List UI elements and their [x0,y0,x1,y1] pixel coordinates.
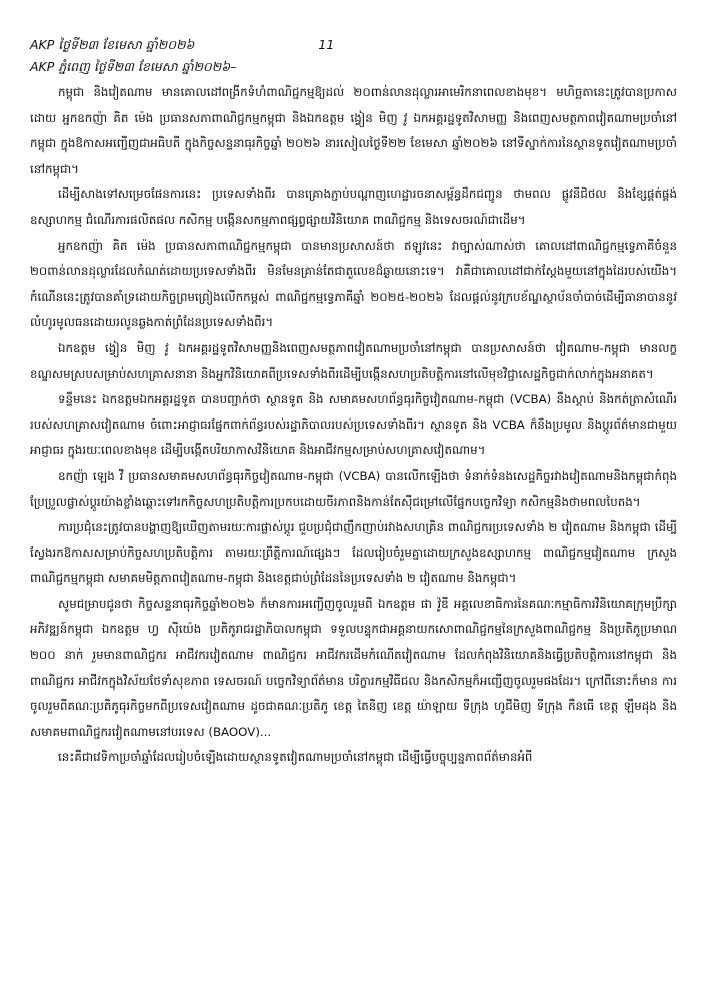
paragraph-4: ឯកឧត្តម ង្វៀន មិញ វូ ឯកអគ្គរដ្ឋទូតវិសាមញ្ញនិងពេញសមត្ថភាពវៀតណាមប្រចាំនៅកម្ពុជា បានប្រសាសន៍ថា វៀតណាម-កម្ពុជា មានលក្ខខណ្ឌសមស្របសម្រាប់សហគ្រាសនានា និងអ្នកវិនិយោគពីប្រទេសទាំងពីរដើម្បីបង្កើនសហប្រតិបត្តិការនៅលើមុខវិជ្ជាសេដ្ឋកិច្ចជាក់លាក់ក្នុងអនាគត។ [30,340,677,381]
paragraph-9: នេះគឺជាវេទិកាប្រចាំឆ្នាំដែលរៀបចំឡើងដោយស្ថានទូតវៀតណាមប្រចាំនៅកម្ពុជា ដើម្បីធ្វើបច្ចុប្បន្នភាពព័ត៌មានអំពី [58,750,533,765]
paragraph-1: កម្ពុជា និងវៀតណាម មានគោលដៅពង្រីកទំហំពាណិជ្ជកម្មឱ្យដល់ ២០ពាន់លានដុល្លារអាមេរិកនាពេលខាងមុខ។ មហិច្ឆតានេះត្រូវបានប្រកាសដោយ អ្នកឧកញ៉ា គិត ម៉េង ប្រធានសភាពាណិជ្ជកម្មកម្ពុជា និងឯកឧត្តម ង្វៀន មិញ វូ ឯកអគ្គរដ្ឋទូតវិសាមញ្ញ និងពេញសមត្ថភាពវៀតណាមប្រចាំនៅកម្ពុជា ក្នុងឱកាសអញ្ជើញជាអធិបតី ក្នុងកិច្ចសន្ទនាធុរកិច្ចឆ្នាំ ២០២៦ នារសៀលថ្ងៃទី២២ ខែមេសា ឆ្នាំ២០២៦ នៅទីស្នាក់ការនៃស្ថានទូតវៀតណាមប្រចាំនៅកម្ពុជា។ [30,85,677,176]
paragraph-7: ការប្រជុំនេះត្រូវបានបង្ហាញឱ្យឃើញតាមរយៈការផ្លាស់ប្តូរ ជួបប្រជុំជាញឹកញាប់រវាងសហគ្រិន ពាណិជ្ជករប្រទេសទាំង ២ វៀតណាម និងកម្ពុជា ដើម្បីស្វែងរកឱកាសសម្រាប់កិច្ចសហប្រតិបត្តិការ តាមរយៈព្រឹត្តិការណ៍ផ្សេងៗ ដែលរៀបចំរួមគ្នាដោយក្រសួងឧស្សាហកម្ម ពាណិជ្ជកម្មវៀតណាម ក្រសួងពាណិជ្ជកម្មកម្ពុជា សមាគមមិត្តភាពវៀតណាម-កម្ពុជា និងខេត្តជាប់ព្រំដែននៃប្រទេសទាំង ២ វៀតណាម និងកម្ពុជា។ [30,520,677,586]
paragraph-5: ទន្ទឹមនេះ ឯកឧត្តមឯកអគ្គរដ្ឋទូត បានបញ្ជាក់ថា ស្ថានទូត និង សមាគមសហព័ន្ធធុរកិច្ចវៀតណាម-កម្ពុជា (VCBA) នឹងស្តាប់ និងកត់ត្រាសំណើរ របស់សហគ្រាសវៀតណាម ចំពោះអាជ្ញាធរផ្នែកពាក់ព័ន្ធរបស់រដ្ឋាភិបាលរបស់ប្រទេសទាំងពីរ។ ស្ថានទូត និង VCBA ក៏នឹងប្រមូល និងប្តូរព័ត៌មានជាមួយអាជ្ញាធរ ក្នុងរយៈពេលខាងមុខ ដើម្បីបង្កើតបរិយាកាសវិនិយោគ និងអាជីវកម្មសម្រាប់សហគ្រាសវៀតណាម។ [30,392,677,458]
paragraph-6: ឧកញ៉ា ឡេង វី ប្រធានសមាគមសហព័ន្ធធុរកិច្ចវៀតណាម-កម្ពុជា (VCBA) បានលើកឡើងថា ទំនាក់ទំនងសេដ្ឋកិច្ចរវាងវៀតណាមនិងកម្ពុជាកំពុងប្រែប្រួលផ្លាស់ប្តូរយ៉ាងខ្លាំងឆ្ពោះទៅរកកិច្ចសហប្រតិបត្តិការប្រកបដោយចីរភាពនិងកាន់តែស៊ីជម្រៅលើផ្នែកបច្ចេកវិទ្យា កសិកម្មនិងថាមពលបៃតង។ [30,468,677,509]
header-source-date: AKP ថ្ងៃទី២៣ ខែមេសា ឆ្នាំ២០២៦ [30,37,195,52]
paragraph-3: អ្នកឧកញ៉ា គិត ម៉េង ប្រធានសភាពាណិជ្ជកម្មកម្ពុជា បានមានប្រសាសន៍ថា ឥឡូវនេះ វាច្បាស់ណាស់ថា គោលដៅពាណិជ្ជកម្មទ្វេភាគីចំនួន ២០ពាន់លានដុល្លារដែលកំណត់ដោយប្រទេសទាំងពីរ មិនមែនគ្រាន់តែជាតួលេខដ៏ឆ្ងាយនោះទេ។ វាគឺជាគោលដៅជាក់ស្តែងមួយនៅក្នុងដៃរបស់យើង។ កំណើននេះត្រូវបានគាំទ្រដោយកិច្ចព្រមព្រៀងលើកកម្ពស់ ពាណិជ្ជកម្មទ្វេភាគីឆ្នាំ ២០២៥-២០២៦ ដែលផ្តល់នូវក្របខ័ណ្ឌស្ថាប័នចាំបាច់ដើម្បីធានាបាននូវលំហូរមូលធនដោយរលូនឆ្លងកាត់ព្រំដែនប្រទេសទាំងពីរ។ [30,238,677,330]
page-header [30,34,677,56]
paragraph-2: ដើម្បីសាងទៅសម្រេចផែនការនេះ ប្រទេសទាំងពីរ បានគ្រោងភ្ជាប់បណ្តាញហេដ្ឋារចនាសម្ព័ន្ធដឹកជញ្ជូន ថាមពល ផ្លូវនីជិថល និងខ្សែផ្គត់ផ្គង់ឧស្សាហកម្ម ជំណើរការផលិតផល កសិកម្ម បង្កើនសកម្មភាពផ្សព្វផ្សាយវិនិយោគ ពាណិជ្ជកម្ម និងទេសចរណ៍ជាដើម។ [30,187,677,227]
page-number: 11 [318,37,335,52]
dateline: AKP ភ្នំពេញ ថ្ងៃទី២៣ ខែមេសា ឆ្នាំ២០២៦– [30,59,237,74]
paragraph-8: សូមជម្រាបជូនថា កិច្ចសន្ទនាធុរកិច្ចឆ្នាំ២០២៦ ក៏មានការអញ្ជើញចូលរួមពី ឯកឧត្តម ផា វ៉ូឌី អគ្គលេខាធិការនៃគណៈកម្មាធិការវិនិយោគក្រុមប្រឹក្សាអភិវឌ្ឍន៍កម្ពុជា ឯកឧត្តម ហ្វ ស៊ីយ៉េង ប្រតិភូរាជរដ្ឋាភិបាលកម្ពុជា ទទួលបន្ទុកជាអគ្គនាយកសោពាណិជ្ជកម្មនៃក្រសួងពាណិជ្ជកម្ម និងប្រតិភូប្រមាណ ២០០ នាក់ រួមមានពាណិជ្ជករ អាជីវករវៀតណាម ពាណិជ្ជករ អាជីវករដើមកំណើតវៀតណាម ដែលកំពុងវិនិយោគនិងធ្វើប្រតិបត្តិការនៅកម្ពុជា និងពាណិជ្ជករ អាជីវកក្នុងវិស័យថែទាំសុខភាព ទេសចរណ៍ បច្ចេកវិទ្យាព័ត៌មាន បរិក្ខារកម្មវិធីជល និងកសិកម្មក៏អញ្ជើញចូលរួមផងដែរ។ ក្រៅពីនោះក៏មាន ការចូលរួមពីគណៈប្រតិភូធុរកិច្ចមកពីប្រទេសវៀតណាម ដូចជាគណៈប្រតិភូ ខេត្ត តៃនិញ ខេត្ត យ៉ាឡាយ ទីក្រុង ហូជីមិញ ទីក្រុង កឺនធើ ខេត្ត ឡឹមដុង និងសមាគមពាណិជ្ជករវៀតណាមនៅបរទេស (BAOOV)... [30,596,677,739]
